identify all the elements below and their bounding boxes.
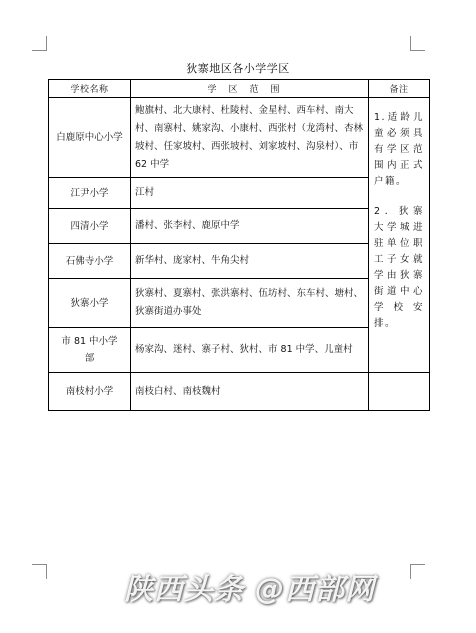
- school-name-cell: 石佛寺小学: [49, 244, 131, 279]
- table-row: [49, 98, 430, 178]
- district-range-cell: 狄寨村、夏寨村、张洪寨村、伍坊村、东车村、塘村、狄寨街道办事处: [131, 279, 369, 328]
- crop-mark-top-left: [32, 36, 47, 51]
- crop-mark-top-right: [410, 36, 425, 51]
- district-range-cell: 鲍旗村、北大康村、杜陵村、金星村、西车村、南大村、南寨村、姚家沟、小康村、西张村（龙湾村、杏林坡村、任家坡村、西张坡村、刘家坡村、沟泉村）、市 62 中学: [131, 98, 369, 178]
- district-range-cell: 江村: [131, 178, 369, 209]
- school-name-cell: 江尹小学: [49, 178, 131, 209]
- table-row: [49, 373, 430, 411]
- document-title: 狄寨地区各小学学区: [186, 62, 290, 75]
- district-range-cell: 杨家沟、迷村、寨子村、狄村、市 81 中学、儿童村: [131, 328, 369, 373]
- note-item: 1.适龄儿童必须具有学区范围内正式户籍。: [374, 112, 424, 187]
- school-name-cell: 四清小学: [49, 209, 131, 244]
- table-header-row: [49, 80, 430, 98]
- header-school-name: 学校名称: [49, 80, 131, 98]
- header-district-range: 学区范围: [131, 80, 369, 98]
- notes-empty-cell: [369, 373, 430, 411]
- school-name-cell: 白鹿原中心小学: [49, 98, 131, 178]
- school-district-table: [48, 79, 430, 411]
- school-name-cell: 狄寨小学: [49, 279, 131, 328]
- school-name-cell: 南枝村小学: [49, 373, 131, 411]
- notes-cell: [369, 98, 430, 373]
- header-notes: 备注: [369, 80, 430, 98]
- district-range-cell: 南枝白村、南枝魏村: [131, 373, 369, 411]
- school-name-cell: 市 81 中小学部: [49, 328, 131, 373]
- district-range-cell: 潘村、张李村、鹿原中学: [131, 209, 369, 244]
- note-item: 2．狄寨大学城进驻单位职工子女就学由狄寨街道中心学校安排。: [374, 206, 424, 329]
- crop-mark-bottom-left: [32, 564, 47, 579]
- watermark-logo: 陕西头条 @西部网: [124, 572, 376, 606]
- district-range-cell: 新华村、庞家村、牛角尖村: [131, 244, 369, 279]
